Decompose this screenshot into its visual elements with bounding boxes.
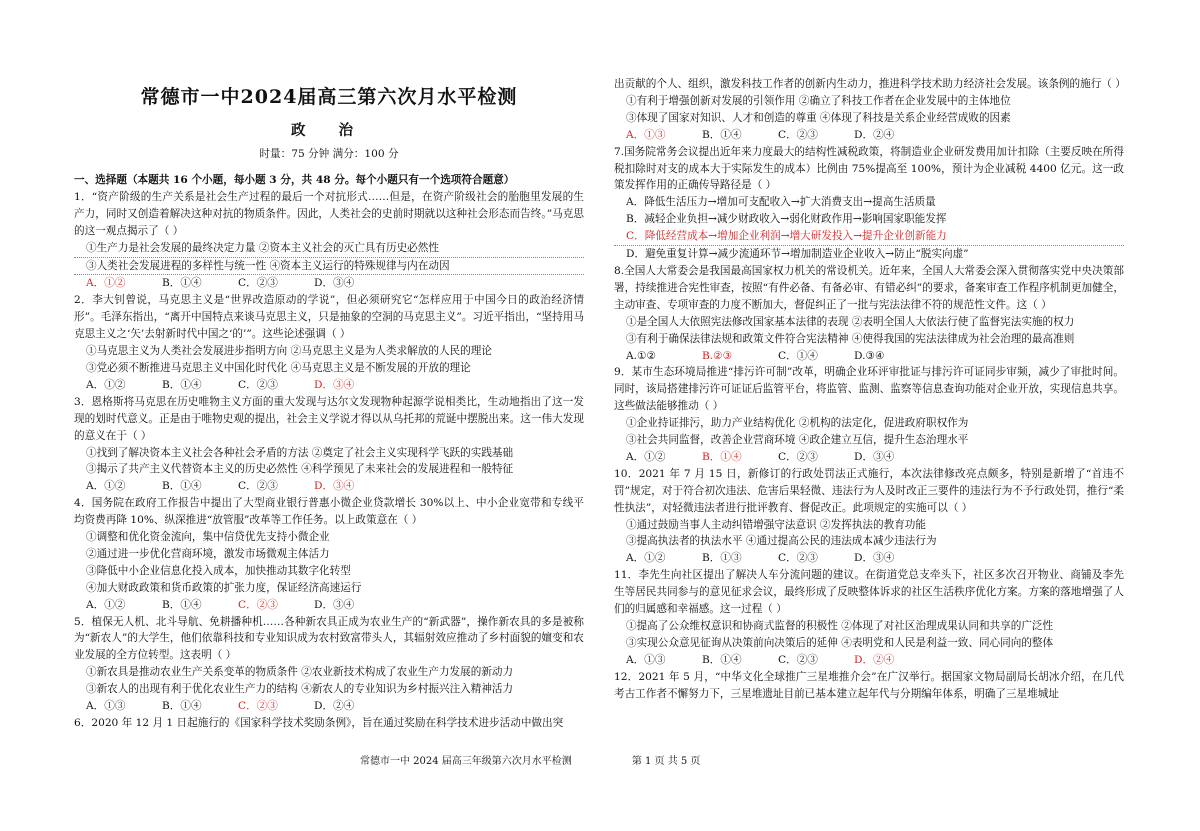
question-2-stem: 2．李大钊曾说，马克思主义是“世界改造原动的学说”，但必须研究它“怎样应用于中国今日的政治经济情形”。毛泽东指出，“离开中国特点来谈马克思主义，只是抽象的空洞的马克思主义”。习近平指出，“坚持用马克思主义之‘矢’去射新时代中国之‘的’”。这些论述强调（ ） — [74, 294, 584, 341]
question-6-option-line: ①有利于增强创新对发展的引领作用 ②确立了科技工作者在企业发展中的主体地位 — [626, 94, 1011, 107]
question-10-option-line: ①通过鼓励当事人主动纠错增强守法意识 ②发挥执法的教育功能 — [626, 518, 926, 531]
question-7-choice-b[interactable]: B．减轻企业负担→减少财政收入→弱化财政作用→影响国家职能发挥 — [626, 213, 947, 226]
question-12-stem-start: 12．2021 年 5 月，“中华文化全球推广三星堆推介会”在广汉举行。据国家文物局副局长胡冰介绍，在几代考古工作者不懈努力下，三星堆遗址目前已基本建立起年代与分期编年体系，明确了三星堆城址 — [614, 670, 1124, 700]
question-4-stem: 4．国务院在政府工作报告中提出了大型商业银行普惠小微企业贷款增长 30%以上、中小企业宽带和专线平均资费再降 10%、纵深推进“放管服”改革等工作任务。以上政策意在（ ） — [74, 497, 584, 527]
answer-choice[interactable]: B．①④ — [702, 128, 742, 141]
left-column — [74, 0, 584, 732]
question-8-option-line: ③有利于确保法律法规和政策文件符合宪法精神 ④使得我国的宪法法律成为社会治理的最高准则 — [626, 332, 1075, 345]
question-11-option-line: ③实现公众意见征询从决策前向决策后的延伸 ④表明党和人民是利益一致、同心同向的整体 — [626, 636, 1054, 649]
question-9-stem: 9．某市生态环境局推进“排污许可制”改革，明确企业环评审批证与排污许可证同步审频，减少了审批时间。同时，该局搭建排污许可证证后监管平台，将监管、监测、监察等信息查询功能对企业开放，实现信息共享。这些做法能够推动（ ） — [614, 366, 1124, 413]
answer-choice[interactable]: D．②④ — [314, 700, 355, 713]
question-5-stem: 5．植保无人机、北斗导航、免耕播种机……各种新农具正成为农业生产的“新武器”，操作新农具的多是被称为“新农人”的大学生，他们依靠科技和专业知识成为农村致富带头人，其辐射效应推动了乡村面貌的嬗变和农业发展的全方位转型。这表明（ ） — [74, 615, 584, 662]
question-2-option-line: ①马克思主义为人类社会发展进步指明方向 ②马克思主义是为人类求解放的人民的理论 — [86, 345, 492, 358]
question-11-stem: 11．李先生向社区提出了解决人车分流问题的建议。在街道党总支牵头下，社区多次召开物业、商铺及李先生等居民共同参与的意见征求会议，最终形成了反映整体诉求的社区生活秩序优化方案。方案的落地增强了人们的归属感和幸福感。这一过程（ ） — [614, 569, 1124, 616]
question-7-stem: 7.国务院常务会议提出近年来力度最大的结构性减税政策，将制造业企业研发费用加计扣除（主要反映在所得税扣除时对支的成本大于实际发生的成本）比例由 75%提高至 100%，预计为企业减税 4400 亿元。这一政策发挥作用的正确传导路径是（ ） — [614, 145, 1124, 192]
question-3-answers — [74, 478, 584, 495]
answer-choice[interactable]: B．①④ — [162, 480, 202, 493]
question-9-option-line: ①企业持证排污，助力产业结构优化 ②机构的法定化，促进政府职权作为 — [626, 417, 969, 430]
question-10-stem: 10．2021 年 7 月 15 日，新修订的行政处罚法正式施行，本次法律修改亮点颇多，特别是新增了“首违不罚”规定，对于符合初次违法、危害后果轻微、违法行为人及时改正三要件的违法行为不予行政处罚，推行“柔性执法”，对轻微违法者进行批评教育、督促改正。此项规定的实施可以（ ） — [614, 467, 1124, 514]
answer-choice[interactable]: B．①④ — [162, 700, 202, 713]
answer-choice[interactable]: D．③④ — [854, 450, 895, 463]
answer-choice[interactable]: C．②③ — [778, 128, 818, 141]
question-4-option-line: ②通过进一步优化营商环境，激发市场微观主体活力 — [86, 547, 330, 560]
question-1-option-line: ③人类社会发展进程的多样性与统一性 ④资本主义运行的特殊规律与内在动因 — [74, 258, 584, 276]
question-9-option-line: ③社会共同监督，改善企业营商环境 ④政企建立互信，提升生态治理水平 — [626, 434, 969, 447]
answer-choice[interactable]: A．①② — [86, 480, 126, 493]
answer-choice[interactable]: C．②③ — [238, 378, 278, 391]
question-1-answers — [74, 275, 584, 292]
answer-choice[interactable]: D．③④ — [314, 277, 355, 290]
question-7-choice-c[interactable]: C．降低经营成本→增加企业利润→增大研发投入→提升企业创新能力 — [614, 228, 1124, 246]
section-heading: 一、选择题（本题共 16 个小题，每小题 3 分，共 48 分。每个小题只有一个选项符合题意） — [74, 174, 515, 186]
question-1-option-line: ①生产力是社会发展的最终决定力量 ②资本主义社会的灭亡具有历史必然性 — [74, 240, 584, 258]
answer-choice[interactable]: C．②③ — [238, 700, 278, 713]
answer-choice[interactable]: C．②③ — [238, 277, 278, 290]
question-11-answers — [614, 652, 1124, 669]
answer-choice[interactable]: A．①③ — [626, 128, 666, 141]
question-1-stem: 1．“资产阶级的生产关系是社会生产过程的最后一个对抗形式……但是，在资产阶级社会的胎胞里发展的生产力，同时又创造着解决这种对抗的物质条件。因此，人类社会的史前时期就以这种社会形态而告终。”马克思的这一观点揭示了（ ） — [74, 190, 584, 237]
answer-choice[interactable]: A．①② — [86, 277, 126, 290]
question-3-option-line: ①找到了解决资本主义社会各种社会矛盾的方法 ②奠定了社会主义实现科学飞跃的实践基础 — [86, 446, 514, 459]
question-3-option-line: ③揭示了共产主义代替资本主义的历史必然性 ④科学预见了未来社会的发展进程和一般特征 — [86, 463, 514, 476]
answer-choice[interactable]: D．③④ — [314, 480, 355, 493]
question-4-option-line: ④加大财政政策和货币政策的扩张力度，保证经济高速运行 — [86, 581, 362, 594]
answer-choice[interactable]: C．②③ — [778, 552, 818, 565]
question-5-option-line: ③新农人的出现有利于优化农业生产力的结构 ④新农人的专业知识为乡村振兴注入精神活力 — [86, 683, 514, 696]
answer-choice[interactable]: D．②④ — [854, 653, 895, 666]
question-4-option-line: ③降低中小企业信息化投入成本，加快推动其数字化转型 — [86, 564, 351, 577]
page-number: 第 1 页 共 5 页 — [631, 756, 701, 767]
answer-choice[interactable]: B．①③ — [702, 552, 742, 565]
question-8-stem: 8.全国人大常委会是我国最高国家权力机关的常设机关。近年来，全国人大常委会深入贯彻落实党中央决策部署，持续推进合宪性审查，按照“有件必备、有备必审、有错必纠”的要求，备案审查工作程序机制更加健全，主动审查、专项审查的力度不断加大，督促纠正了一批与宪法法律不符的规范性文件。这（ ） — [614, 264, 1124, 311]
answer-choice[interactable]: C．②③ — [778, 653, 818, 666]
question-5-answers — [74, 698, 584, 715]
question-4-option-line: ①调整和优化资金流向，集中信贷优先支持小微企业 — [86, 531, 330, 544]
question-5-option-line: ①新农具是推动农业生产关系变革的物质条件 ②农业新技术构成了农业生产力发展的新动力 — [86, 666, 514, 679]
answer-choice[interactable]: C．②③ — [238, 598, 278, 611]
page-footer — [360, 752, 700, 767]
answer-choice[interactable]: D．③④ — [314, 598, 355, 611]
question-2-option-line: ③党必须不断推进马克思主义中国化时代化 ④马克思主义是不断发展的开放的理论 — [86, 361, 471, 374]
answer-choice[interactable]: A．①② — [626, 450, 666, 463]
answer-choice[interactable]: B．①④ — [162, 378, 202, 391]
answer-choice[interactable]: C．②③ — [778, 450, 818, 463]
question-6-option-line: ③体现了国家对知识、人才和创造的尊重 ④体现了科技是关系企业经营成败的因素 — [626, 111, 1011, 124]
question-7-choice-d[interactable]: D．避免重复计算→减少流通环节→增加制造业企业收入→防止“脱实向虚” — [626, 248, 969, 261]
answer-choice[interactable]: D．③④ — [854, 552, 895, 565]
right-column — [614, 76, 1124, 703]
answer-choice[interactable]: D．③④ — [314, 378, 355, 391]
exam-meta: 时量：75 分钟 满分：100 分 — [259, 148, 399, 160]
answer-choice[interactable]: A．①② — [626, 552, 666, 565]
answer-choice[interactable]: C．②③ — [238, 480, 278, 493]
answer-choice[interactable]: A．①② — [86, 378, 126, 391]
question-4-answers — [74, 597, 584, 614]
question-8-answers — [614, 348, 1124, 365]
answer-choice[interactable]: C．①④ — [778, 349, 818, 362]
answer-choice[interactable]: A．①② — [86, 598, 126, 611]
answer-choice[interactable]: B.②③ — [702, 349, 733, 362]
answer-choice[interactable]: B．①④ — [162, 277, 202, 290]
question-6-stem-start: 6．2020 年 12 月 1 日起施行的《国家科学技术奖励条例》，旨在通过奖励在科学技术进步活动中做出突 — [74, 717, 564, 729]
question-6-stem-cont: 出贡献的个人、组织，激发科技工作者的创新内生动力，推进科学技术助力经济社会发展。该条例的施行（ ） — [614, 78, 1126, 90]
question-11-option-line: ①提高了公众维权意识和协商式监督的积极性 ②体现了对社区治理成果认同和共享的广泛性 — [626, 620, 1054, 632]
question-10-option-line: ③提高执法者的执法水平 ④通过提高公民的违法成本减少违法行为 — [626, 535, 937, 548]
answer-choice[interactable]: A．①③ — [626, 653, 666, 666]
question-10-answers — [614, 550, 1124, 567]
question-6-answers — [614, 127, 1124, 144]
question-7-choice-a[interactable]: A．降低生活压力→增加可支配收入→扩大消费支出→提高生活质量 — [626, 196, 936, 209]
answer-choice[interactable]: B．①④ — [162, 598, 202, 611]
subject-title: 政 治 — [290, 122, 368, 139]
answer-choice[interactable]: A.①② — [626, 349, 657, 362]
question-2-answers — [74, 377, 584, 394]
page-title: 常德市一中2024届高三第六次月水平检测 — [140, 86, 518, 108]
question-9-answers — [614, 449, 1124, 466]
answer-choice[interactable]: B．①④ — [702, 450, 742, 463]
footer-title: 常德市一中 2024 届高三年级第六次月水平检测 — [360, 756, 572, 767]
answer-choice[interactable]: D.③④ — [854, 349, 885, 362]
question-3-stem: 3．恩格斯将马克思在历史唯物主义方面的重大发现与达尔文发现物种起源学说相类比，生动地指出了这一发现的划时代意义。正是由于唯物史观的提出，社会主义学说才得以从乌托邦的荒诞中摆脱出来。这一伟大发现的意义在于（ ） — [74, 395, 584, 442]
question-8-option-line: ①是全国人大依照宪法修改国家基本法律的表现 ②表明全国人大依法行使了监督宪法实施的权力 — [626, 315, 1075, 328]
answer-choice[interactable]: B．①④ — [702, 653, 742, 666]
answer-choice[interactable]: D．②④ — [854, 128, 895, 141]
answer-choice[interactable]: A．①③ — [86, 700, 126, 713]
